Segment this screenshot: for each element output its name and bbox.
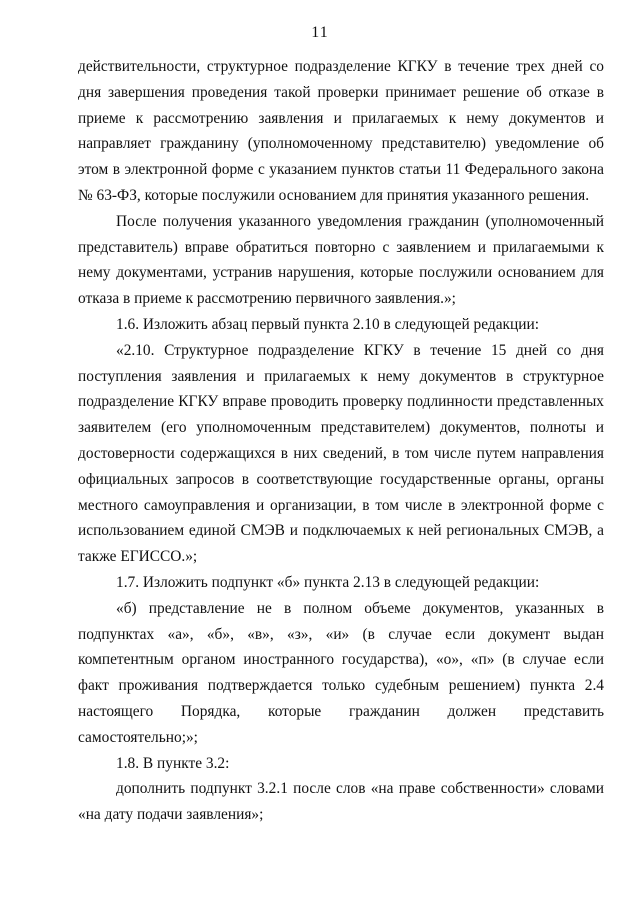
paragraph-item-1-6: 1.6. Изложить абзац первый пункта 2.10 в следующей редакции: [116,315,540,333]
paragraph-subclause-b: «б) представление не в полном объеме документов, указанных в подпунктах «а», «б», «в», «з», «и» (в случае если документ выдан компетентным органом иностранного государства), «о», «п» (в случае если факт проживания подтверждается только судебным решением) пункта 2.4 настоящего Порядка, которые гражданин должен представить самостоятельно;»; [78,599,604,746]
paragraph-continuation: действительности, структурное подразделение КГКУ в течение трех дней со дня завершения проведения такой проверки принимает решение об отказе в приеме к рассмотрению заявления и прилагаемых к нему документов и направляет гражданину (уполномоченному представителю) уведомление об этом в электронной форме с указанием пунктов статьи 11 Федерального закона № 63-ФЗ, которые послужили основанием для принятия указанного решения. [78,58,604,204]
paragraph-item-1-7: 1.7. Изложить подпункт «б» пункта 2.13 в следующей редакции: [116,573,540,591]
paragraph-clause-2-10: «2.10. Структурное подразделение КГКУ в течение 15 дней со дня поступления заявления и прилагаемых к нему документов в структурное подразделение КГКУ вправе проводить проверку подлинности представленных заявителем (его уполномоченным представителем) документов, полноты и достоверности содержащихся в них сведений, в том числе путем направления официальных запросов в соответствующие государственные органы, органы местного самоуправления и организации, в том числе в электронной форме с использованием единой СМЭВ и подключаемых к ней региональных СМЭВ, а также ЕГИССО.»; [78,341,604,566]
page-number: 11 [311,24,329,41]
paragraph-item-1-8: 1.8. В пункте 3.2: [116,754,230,772]
document-body [78,54,604,828]
paragraph-repeat-application: После получения указанного уведомления гражданин (уполномоченный представитель) вправе обратиться повторно с заявлением и прилагаемыми к нему документами, устранив нарушения, которые послужили основанием для отказа в приеме к рассмотрению первичного заявления.»; [78,212,604,308]
paragraph-subclause-3-2-1: дополнить подпункт 3.2.1 после слов «на праве собственности» словами «на дату подачи заявления»; [78,780,604,824]
